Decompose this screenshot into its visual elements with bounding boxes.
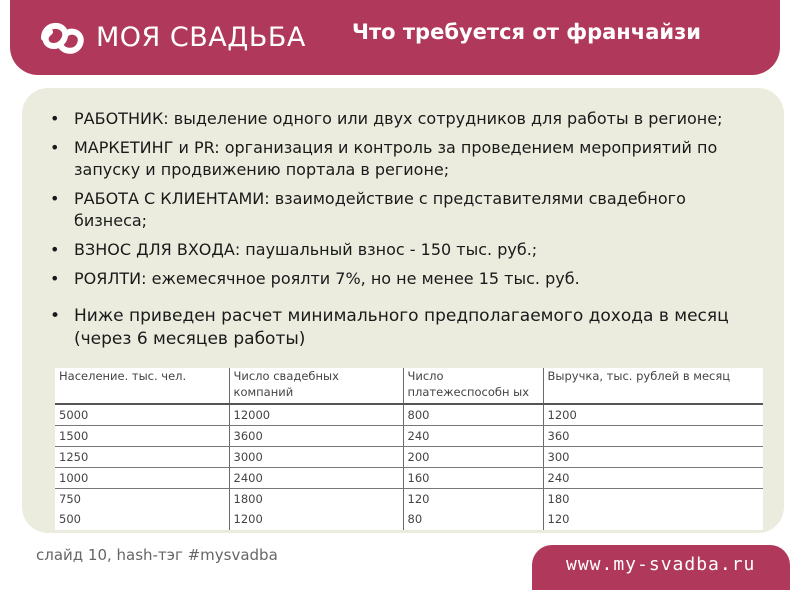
table-cell: 1200: [543, 404, 763, 425]
table-cell: 3600: [229, 425, 403, 446]
header-bar: [10, 0, 780, 75]
table-cell: 180: [543, 488, 763, 509]
list-item: • Ниже приведен расчет минимального предполагаемого дохода в месяц (через 6 месяцев работы): [50, 305, 730, 351]
table-row: [55, 467, 763, 488]
rings-logo-icon: [36, 16, 88, 60]
table-row: [55, 488, 763, 509]
table-row: [55, 404, 763, 425]
website-link[interactable]: www.my-svadba.ru: [566, 554, 756, 575]
table-cell: 240: [543, 467, 763, 488]
table-cell: 120: [403, 488, 543, 509]
list-item: • ВЗНОС ДЛЯ ВХОДА: паушальный взнос - 150 тыс. руб.;: [50, 239, 730, 261]
table-row: [55, 446, 763, 467]
column-header: Выручка, тыс. рублей в месяц: [543, 368, 763, 404]
table-cell: 120: [543, 509, 763, 530]
list-item: • РАБОТА С КЛИЕНТАМИ: взаимодействие с представителями свадебного бизнеса;: [50, 188, 730, 232]
table-cell: 200: [403, 446, 543, 467]
table-row: [55, 509, 763, 530]
table-cell: 1800: [229, 488, 403, 509]
table-cell: 12000: [229, 404, 403, 425]
table-cell: 750: [59, 491, 81, 506]
logo-text: МОЯ СВАДЬБА: [96, 22, 306, 53]
column-header: Число свадебных компаний: [229, 368, 403, 404]
footer-url-bar: [532, 545, 790, 590]
list-item: • РОЯЛТИ: ежемесячное роялти 7%, но не менее 15 тыс. руб.: [50, 268, 730, 290]
table-cell: 1250: [55, 446, 229, 467]
bullet-list: [50, 108, 730, 358]
table-cell: 3000: [229, 446, 403, 467]
table-cell: 500: [59, 512, 81, 526]
table-cell: 1000: [55, 467, 229, 488]
list-item: • РАБОТНИК: выделение одного или двух сотрудников для работы в регионе;: [50, 108, 730, 130]
table-cell: 360: [543, 425, 763, 446]
table-cell: 2400: [229, 467, 403, 488]
table-cell: 5000: [55, 404, 229, 425]
table-cell: 800: [403, 404, 543, 425]
table-cell: 1500: [55, 425, 229, 446]
column-header: Число платежеспособн ых: [403, 368, 543, 404]
slide-title: Что требуется от франчайзи: [352, 20, 702, 44]
table-cell: 160: [403, 467, 543, 488]
table-cell: 240: [403, 425, 543, 446]
table-cell: 1200: [229, 509, 403, 530]
list-item: • МАРКЕТИНГ и PR: организация и контроль за проведением мероприятий по запуску и продвижению портала в регионе;: [50, 137, 730, 181]
column-header: Население. тыс. чел.: [55, 368, 229, 404]
table-row: [55, 425, 763, 446]
table-cell: 300: [543, 446, 763, 467]
table-header-row: [55, 368, 763, 404]
table-cell: 80: [403, 509, 543, 530]
income-table: [55, 368, 763, 530]
slide-caption: слайд 10, hash-тэг #mysvadba: [36, 546, 278, 564]
